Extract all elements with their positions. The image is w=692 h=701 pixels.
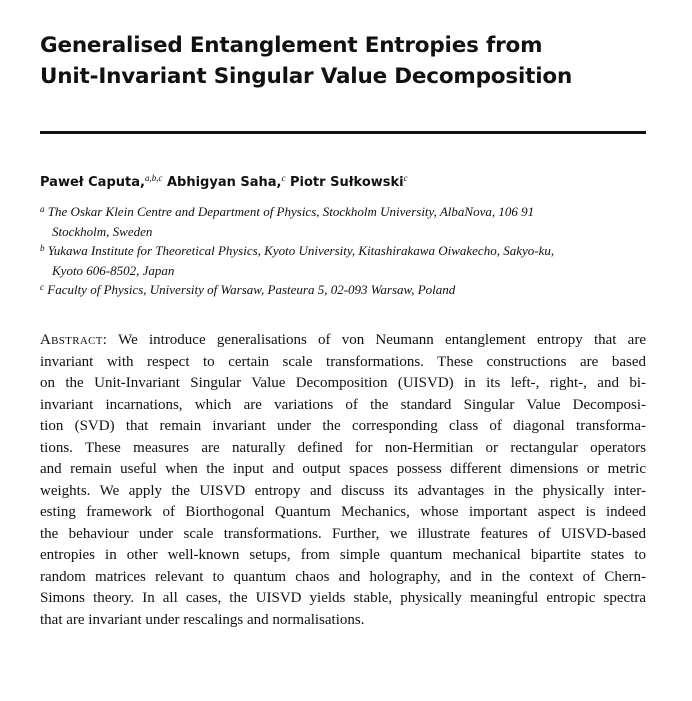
abstract-line: entropies in other well-known setups, from simple quantum mechanical bipartite states to: [40, 547, 646, 563]
affiliation-text: Faculty of Physics, University of Warsaw, Pasteura 5, 02-093 Warsaw, Poland: [47, 282, 456, 297]
author-name: Paweł Caputa,: [40, 175, 145, 190]
abstract-line: weights. We apply the UISVD entropy and discuss its advantages in the physically inter-: [40, 482, 646, 499]
abstract-line: [40, 330, 646, 352]
author-affiliation-marks: a,b,c: [144, 173, 163, 183]
affiliation-a: [40, 202, 650, 241]
abstract-text: We introduce generalisations of von Neumann entanglement entropy that are: [118, 332, 646, 348]
abstract-line: esting framework of Biorthogonal Quantum Mechanics, whose important aspect is indeed: [40, 504, 646, 520]
affiliation-text-continued: Kyoto 606-8502, Japan: [52, 262, 175, 278]
affiliation-text: The Oskar Klein Centre and Department of Physics, Stockholm University, AlbaNova, 106 91: [47, 204, 535, 219]
title-divider: [40, 131, 646, 134]
abstract-line: on the Unit-Invariant Singular Value Decomposition (UISVD) in its left-, right-, and bi-: [40, 375, 646, 391]
paper-title: [40, 30, 660, 92]
abstract-line: and remain useful when the input and output spaces possess different dimensions or metric: [40, 461, 646, 477]
affiliation-b: [40, 241, 650, 280]
author-name: Abhigyan Saha,: [166, 175, 282, 190]
affiliation-text-continued: Stockholm, Sweden: [52, 223, 153, 239]
affiliation-c: [40, 280, 650, 300]
affiliation-text: Yukawa Institute for Theoretical Physics, Kyoto University, Kitashirakawa Oiwakecho, Sakyo-ku,: [47, 243, 555, 258]
abstract-line: that are invariant under rescalings and normalisations.: [40, 611, 365, 628]
affiliation-mark: b: [40, 243, 45, 253]
abstract-line: tion (SVD) that remain invariant under the corresponding class of diagonal transforma-: [40, 418, 646, 434]
affiliation-mark: a: [40, 204, 45, 214]
abstract-heading: Abstract:: [40, 332, 108, 348]
abstract: [40, 330, 646, 631]
abstract-line: random matrices relevant to quantum chaos and holography, and in the context of Chern-: [40, 568, 646, 585]
author-affiliation-marks: c: [281, 173, 286, 183]
author-affiliation-marks: c: [403, 173, 408, 183]
abstract-line: invariant with respect to certain scale transformations. These constructions are based: [40, 353, 646, 370]
paper-title-line-1: Generalised Entanglement Entropies from: [40, 33, 543, 58]
author-list: [40, 175, 408, 190]
author-name: Piotr Sułkowski: [290, 175, 404, 190]
abstract-line: Simons theory. In all cases, the UISVD yields stable, physically meaningful entropic spectra: [40, 590, 646, 606]
abstract-line: invariant incarnations, which are variations of the standard Singular Value Decomposi-: [40, 396, 646, 413]
paper-title-line-2: Unit-Invariant Singular Value Decomposition: [40, 64, 573, 89]
abstract-line: tions. These measures are naturally defined for non-Hermitian or rectangular operators: [40, 439, 646, 456]
abstract-line: the behaviour under scale transformations. Further, we illustrate features of UISVD-based: [40, 525, 646, 542]
affiliation-mark: c: [40, 282, 44, 292]
